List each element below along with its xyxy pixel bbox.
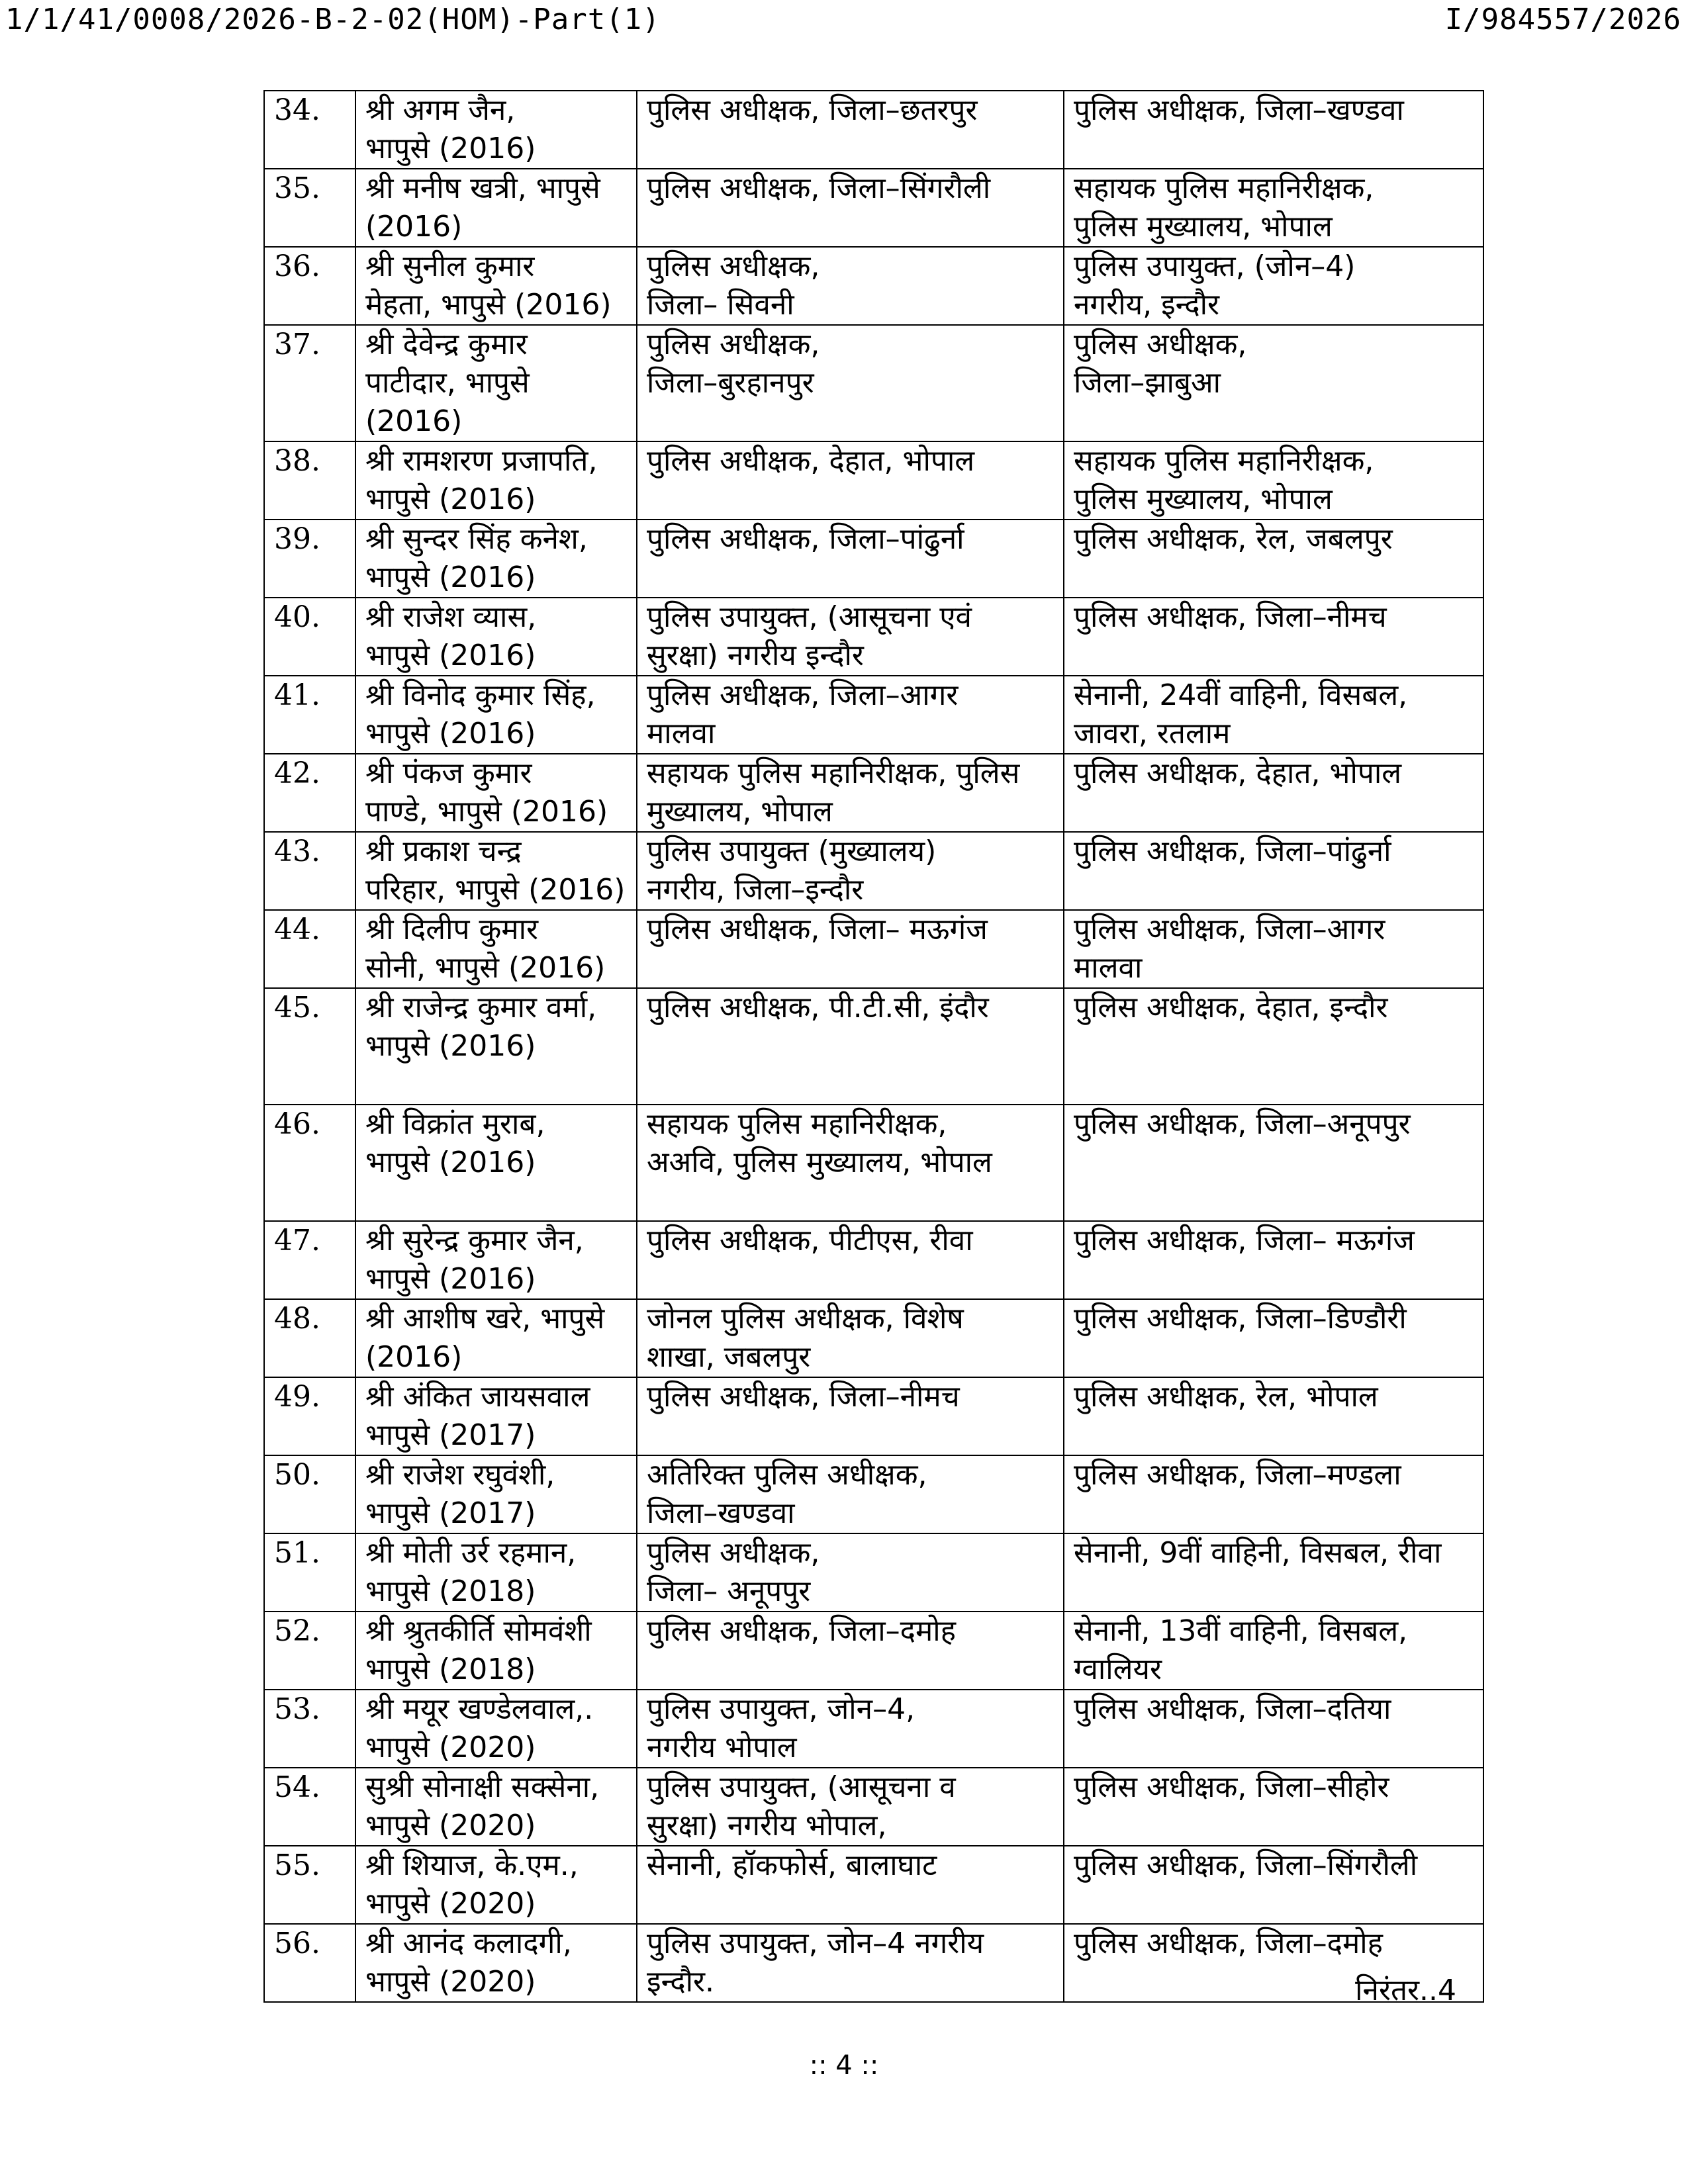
officer-name-line: (2016) (365, 404, 463, 438)
officer-name-line: श्री सुरेन्द्र कुमार जैन, (365, 1224, 584, 1257)
officer-name-line: श्री मोती उर्र रहमान, (365, 1536, 577, 1570)
new-posting (1064, 1377, 1483, 1455)
current-posting (637, 1221, 1064, 1299)
current-posting (637, 1768, 1064, 1846)
new-posting (1064, 676, 1483, 754)
serial-number: 50. (264, 1455, 355, 1533)
officer-name (355, 1221, 637, 1299)
current-posting-line: जिला– सिवनी (647, 288, 794, 322)
serial-number: 44. (264, 910, 355, 988)
current-posting (637, 1924, 1064, 2002)
officer-name (355, 1612, 637, 1690)
officer-name-line: मेहता, भापुसे (2016) (365, 288, 612, 322)
current-posting-line: पुलिस अधीक्षक, जिला–नीमच (647, 1380, 960, 1414)
table-row (264, 520, 1483, 598)
table-row (264, 1846, 1483, 1924)
serial-number: 40. (264, 598, 355, 676)
current-posting-line: पुलिस उपायुक्त, जोन–4, (647, 1692, 915, 1726)
current-posting-line: जिला–बुरहानपुर (647, 366, 814, 400)
officer-name-line: श्री प्रकाश चन्द्र (365, 835, 522, 868)
officer-name (355, 1924, 637, 2002)
officer-name-line: भापुसे (2016) (365, 1146, 536, 1179)
table-row (264, 910, 1483, 988)
officer-name (355, 325, 637, 441)
officer-name (355, 1768, 637, 1846)
officer-name-line: श्री राजेश रघुवंशी, (365, 1458, 555, 1492)
officer-name-line: भापुसे (2020) (365, 1731, 536, 1764)
officer-name-line: (2016) (365, 1340, 463, 1374)
table-row (264, 169, 1483, 247)
current-posting (637, 1299, 1064, 1377)
current-posting-line: पुलिस उपायुक्त, (आसूचना व (647, 1770, 956, 1804)
officer-name-line: भापुसे (2016) (365, 1029, 536, 1063)
current-posting-line: नगरीय भोपाल (647, 1731, 797, 1764)
new-posting-line: पुलिस अधीक्षक, जिला–सिंगरौली (1074, 1848, 1418, 1882)
current-posting (637, 676, 1064, 754)
new-posting-line: पुलिस अधीक्षक, जिला– मऊगंज (1074, 1224, 1415, 1257)
officer-name-line: श्री श्रुतकीर्ति सोमवंशी (365, 1614, 592, 1648)
new-posting (1064, 1455, 1483, 1533)
table-body (264, 91, 1483, 2002)
current-posting-line: सहायक पुलिस महानिरीक्षक, पुलिस (647, 756, 1020, 790)
officer-name-line: श्री राजेन्द्र कुमार वर्मा, (365, 991, 597, 1024)
new-posting-line: पुलिस अधीक्षक, देहात, इन्दौर (1074, 991, 1388, 1024)
current-posting (637, 325, 1064, 441)
current-posting-line: पुलिस अधीक्षक, (647, 250, 820, 283)
table-row (264, 832, 1483, 910)
new-posting-line: नगरीय, इन्दौर (1074, 288, 1220, 322)
current-posting-line: अतिरिक्त पुलिस अधीक्षक, (647, 1458, 927, 1492)
table-row (264, 1533, 1483, 1612)
current-posting (637, 598, 1064, 676)
document-reference: 1/1/41/0008/2026-B-2-02(HOM)-Part(1) (5, 3, 661, 36)
current-posting-line: शाखा, जबलपुर (647, 1340, 811, 1374)
serial-number: 37. (264, 325, 355, 441)
new-posting-line: पुलिस अधीक्षक, जिला–नीमच (1074, 600, 1387, 634)
officer-name (355, 247, 637, 325)
new-posting-line: पुलिस अधीक्षक, जिला–दतिया (1074, 1692, 1391, 1726)
current-posting-line: पुलिस अधीक्षक, देहात, भोपाल (647, 444, 975, 478)
officer-name-line: श्री आशीष खरे, भापुसे (365, 1302, 605, 1336)
table-row (264, 1221, 1483, 1299)
serial-number: 53. (264, 1690, 355, 1768)
officer-name-line: श्री अंकित जायसवाल (365, 1380, 590, 1414)
serial-number: 45. (264, 988, 355, 1105)
new-posting (1064, 1221, 1483, 1299)
officer-name-line: श्री विक्रांत मुराब, (365, 1107, 545, 1141)
serial-number: 46. (264, 1105, 355, 1221)
table-row (264, 441, 1483, 520)
current-posting-line: पुलिस उपायुक्त (मुख्यालय) (647, 835, 937, 868)
new-posting (1064, 169, 1483, 247)
serial-number: 35. (264, 169, 355, 247)
table-row (264, 754, 1483, 832)
officer-name-line: श्री पंकज कुमार (365, 756, 532, 790)
current-posting-line: इन्दौर. (647, 1965, 714, 1999)
officer-name (355, 598, 637, 676)
new-posting-line: ग्वालियर (1074, 1653, 1162, 1686)
officer-name-line: भापुसे (2016) (365, 717, 536, 751)
table-row (264, 1924, 1483, 2002)
serial-number: 48. (264, 1299, 355, 1377)
serial-number: 42. (264, 754, 355, 832)
current-posting-line: पुलिस उपायुक्त, (आसूचना एवं (647, 600, 972, 634)
officer-name-line: श्री देवेन्द्र कुमार (365, 328, 528, 361)
officer-name-line: श्री अगम जैन, (365, 93, 516, 127)
new-posting-line: पुलिस अधीक्षक, जिला–पांढुर्ना (1074, 835, 1391, 868)
new-posting-line: पुलिस अधीक्षक, जिला–आगर (1074, 913, 1385, 946)
new-posting-line: जिला–झाबुआ (1074, 366, 1221, 400)
current-posting-line: सेनानी, हॉकफोर्स, बालाघाट (647, 1848, 937, 1882)
current-posting-line: पुलिस अधीक्षक, (647, 1536, 820, 1570)
current-posting (637, 1612, 1064, 1690)
officer-name-line: भापुसे (2020) (365, 1809, 536, 1843)
serial-number: 54. (264, 1768, 355, 1846)
new-posting (1064, 91, 1483, 169)
table-row (264, 1299, 1483, 1377)
new-posting (1064, 832, 1483, 910)
current-posting-line: अअवि, पुलिस मुख्यालय, भोपाल (647, 1146, 992, 1179)
new-posting (1064, 247, 1483, 325)
officer-name-line: भापुसे (2016) (365, 132, 536, 165)
officer-name-line: भापुसे (2016) (365, 1262, 536, 1296)
new-posting-line: पुलिस अधीक्षक, देहात, भोपाल (1074, 756, 1402, 790)
officer-name (355, 676, 637, 754)
new-posting (1064, 1768, 1483, 1846)
officer-name (355, 91, 637, 169)
new-posting (1064, 1690, 1483, 1768)
current-posting (637, 1846, 1064, 1924)
new-posting (1064, 1612, 1483, 1690)
new-posting-line: पुलिस अधीक्षक, (1074, 328, 1247, 361)
officer-name-line: भापुसे (2018) (365, 1653, 536, 1686)
new-posting-line: पुलिस अधीक्षक, रेल, जबलपुर (1074, 522, 1393, 556)
officer-name (355, 910, 637, 988)
serial-number: 39. (264, 520, 355, 598)
current-posting (637, 1533, 1064, 1612)
new-posting-line: सेनानी, 24वीं वाहिनी, विसबल, (1074, 678, 1408, 712)
current-posting-line: पुलिस अधीक्षक, (647, 328, 820, 361)
officer-name-line: पाटीदार, भापुसे (365, 366, 530, 400)
page-number: :: 4 :: (809, 2050, 879, 2081)
current-posting-line: जिला–खण्डवा (647, 1496, 795, 1530)
new-posting-line: सेनानी, 13वीं वाहिनी, विसबल, (1074, 1614, 1408, 1648)
officer-name (355, 1533, 637, 1612)
current-posting-line: पुलिस अधीक्षक, जिला–सिंगरौली (647, 171, 991, 205)
officer-name (355, 832, 637, 910)
officer-name-line: श्री मयूर खण्डेलवाल,. (365, 1692, 594, 1726)
current-posting (637, 441, 1064, 520)
transfer-table (263, 90, 1484, 2003)
current-posting-line: जिला– अनूपपुर (647, 1574, 811, 1608)
table-row (264, 325, 1483, 441)
table-row (264, 598, 1483, 676)
current-posting (637, 910, 1064, 988)
officer-name-line: श्री विनोद कुमार सिंह, (365, 678, 596, 712)
serial-number: 55. (264, 1846, 355, 1924)
current-posting-line: पुलिस अधीक्षक, जिला–दमोह (647, 1614, 957, 1648)
current-posting-line: पुलिस अधीक्षक, जिला–आगर (647, 678, 959, 712)
officer-name-line: भापुसे (2020) (365, 1887, 536, 1921)
current-posting (637, 754, 1064, 832)
table-row (264, 988, 1483, 1105)
current-posting-line: पुलिस अधीक्षक, जिला– मऊगंज (647, 913, 988, 946)
new-posting (1064, 988, 1483, 1105)
current-posting-line: जोनल पुलिस अधीक्षक, विशेष (647, 1302, 964, 1336)
new-posting (1064, 598, 1483, 676)
officer-name-line: श्री सुनील कुमार (365, 250, 535, 283)
current-posting-line: सुरक्षा) नगरीय भोपाल, (647, 1809, 887, 1843)
new-posting (1064, 1299, 1483, 1377)
current-posting-line: मुख्यालय, भोपाल (647, 795, 833, 829)
officer-name (355, 169, 637, 247)
new-posting (1064, 754, 1483, 832)
current-posting (637, 1690, 1064, 1768)
officer-name-line: पाण्डे, भापुसे (2016) (365, 795, 608, 829)
officer-name (355, 1377, 637, 1455)
continued-note: निरंतर..4 (1355, 1974, 1456, 2007)
table-row (264, 1105, 1483, 1221)
officer-name (355, 441, 637, 520)
serial-number: 49. (264, 1377, 355, 1455)
current-posting (637, 247, 1064, 325)
current-posting-line: पुलिस अधीक्षक, जिला–पांढुर्ना (647, 522, 964, 556)
new-posting (1064, 325, 1483, 441)
new-posting (1064, 1846, 1483, 1924)
current-posting-line: पुलिस अधीक्षक, पीटीएस, रीवा (647, 1224, 973, 1257)
officer-name-line: सुश्री सोनाक्षी सक्सेना, (365, 1770, 600, 1804)
current-posting-line: सहायक पुलिस महानिरीक्षक, (647, 1107, 947, 1141)
officer-name-line: श्री मनीष खत्री, भापुसे (365, 171, 600, 205)
officer-name-line: भापुसे (2016) (365, 561, 536, 594)
officer-name-line: (2016) (365, 210, 463, 244)
table-row (264, 1377, 1483, 1455)
table-row (264, 1612, 1483, 1690)
current-posting-line: पुलिस अधीक्षक, पी.टी.सी, इंदौर (647, 991, 989, 1024)
officer-name (355, 1690, 637, 1768)
new-posting (1064, 441, 1483, 520)
new-posting-line: पुलिस अधीक्षक, जिला–खण्डवा (1074, 93, 1404, 127)
current-posting-line: पुलिस उपायुक्त, जोन–4 नगरीय (647, 1927, 984, 1960)
serial-number: 43. (264, 832, 355, 910)
officer-name (355, 1105, 637, 1221)
table-row (264, 247, 1483, 325)
officer-name-line: श्री दिलीप कुमार (365, 913, 538, 946)
current-posting (637, 91, 1064, 169)
officer-name-line: भापुसे (2016) (365, 482, 536, 516)
new-posting-line: पुलिस अधीक्षक, जिला–अनूपपुर (1074, 1107, 1411, 1141)
new-posting-line: पुलिस अधीक्षक, जिला–सीहोर (1074, 1770, 1389, 1804)
officer-name (355, 988, 637, 1105)
officer-name (355, 520, 637, 598)
table-row (264, 91, 1483, 169)
new-posting-line: पुलिस मुख्यालय, भोपाल (1074, 210, 1333, 244)
new-posting (1064, 520, 1483, 598)
officer-name-line: श्री आनंद कलादगी, (365, 1927, 572, 1960)
current-posting (637, 169, 1064, 247)
new-posting (1064, 1105, 1483, 1221)
serial-number: 51. (264, 1533, 355, 1612)
new-posting-line: जावरा, रतलाम (1074, 717, 1231, 751)
officer-name (355, 1455, 637, 1533)
current-posting-line: पुलिस अधीक्षक, जिला–छतरपुर (647, 93, 978, 127)
officer-name-line: भापुसे (2020) (365, 1965, 536, 1999)
new-posting-line: पुलिस अधीक्षक, जिला–डिण्डौरी (1074, 1302, 1407, 1336)
current-posting-line: मालवा (647, 717, 716, 751)
new-posting-line: सहायक पुलिस महानिरीक्षक, (1074, 171, 1374, 205)
current-posting-line: नगरीय, जिला–इन्दौर (647, 873, 864, 907)
new-posting-line: सहायक पुलिस महानिरीक्षक, (1074, 444, 1374, 478)
serial-number: 38. (264, 441, 355, 520)
serial-number: 52. (264, 1612, 355, 1690)
serial-number: 36. (264, 247, 355, 325)
officer-name-line: भापुसे (2016) (365, 639, 536, 672)
new-posting-line: पुलिस अधीक्षक, रेल, भोपाल (1074, 1380, 1378, 1414)
officer-name-line: श्री सुन्दर सिंह कनेश, (365, 522, 588, 556)
officer-name-line: भापुसे (2017) (365, 1418, 536, 1452)
officer-name-line: परिहार, भापुसे (2016) (365, 873, 626, 907)
officer-name-line: श्री राजेश व्यास, (365, 600, 537, 634)
current-posting (637, 988, 1064, 1105)
table-row (264, 676, 1483, 754)
new-posting-line: मालवा (1074, 951, 1143, 985)
officer-name-line: सोनी, भापुसे (2016) (365, 951, 606, 985)
officer-name-line: श्री रामशरण प्रजापति, (365, 444, 598, 478)
officer-name (355, 1846, 637, 1924)
serial-number: 56. (264, 1924, 355, 2002)
new-posting-line: पुलिस मुख्यालय, भोपाल (1074, 482, 1333, 516)
table-row (264, 1455, 1483, 1533)
current-posting (637, 1455, 1064, 1533)
serial-number: 34. (264, 91, 355, 169)
new-posting (1064, 1533, 1483, 1612)
current-posting (637, 520, 1064, 598)
officer-name-line: भापुसे (2018) (365, 1574, 536, 1608)
officer-name (355, 754, 637, 832)
document-id: I/984557/2026 (1444, 3, 1681, 36)
serial-number: 47. (264, 1221, 355, 1299)
officer-name-line: भापुसे (2017) (365, 1496, 536, 1530)
serial-number: 41. (264, 676, 355, 754)
new-posting-line: पुलिस अधीक्षक, जिला–दमोह (1074, 1927, 1383, 1960)
new-posting-line: सेनानी, 9वीं वाहिनी, विसबल, रीवा (1074, 1536, 1442, 1570)
current-posting (637, 1377, 1064, 1455)
new-posting-line: पुलिस उपायुक्त, (जोन–4) (1074, 250, 1356, 283)
table-row (264, 1768, 1483, 1846)
current-posting (637, 1105, 1064, 1221)
new-posting (1064, 910, 1483, 988)
current-posting-line: सुरक्षा) नगरीय इन्दौर (647, 639, 864, 672)
table-row (264, 1690, 1483, 1768)
new-posting-line: पुलिस अधीक्षक, जिला–मण्डला (1074, 1458, 1401, 1492)
officer-name (355, 1299, 637, 1377)
officer-name-line: श्री शियाज, के.एम., (365, 1848, 579, 1882)
current-posting (637, 832, 1064, 910)
